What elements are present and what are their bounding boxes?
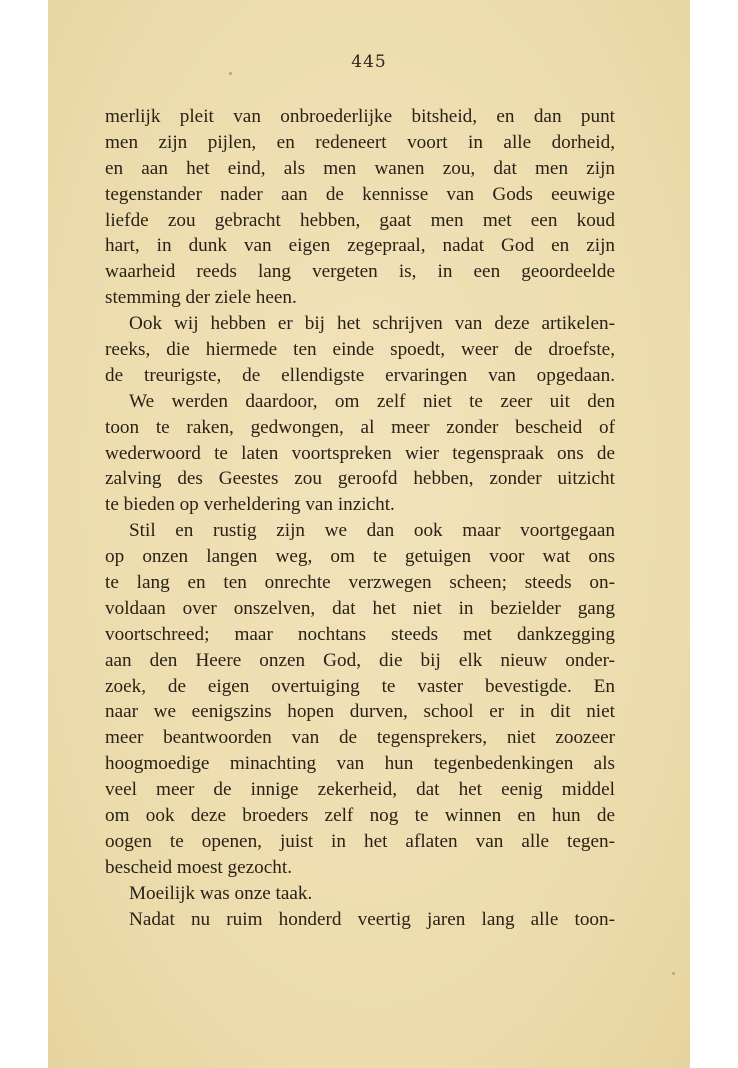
text-line: Moeilijk was onze taak. [129, 882, 313, 904]
text-line: op onzen langen weg, om te getuigen voor wat ons [105, 546, 615, 568]
text-line: hart, in dunk van eigen zegepraal, nadat God en zijn [105, 235, 615, 257]
text-line: wederwoord te laten voortspreken wier tegenspraak ons de [105, 442, 615, 464]
text-line: aan den Heere onzen God, die bij elk nieuw onder- [105, 649, 615, 671]
body-text [105, 104, 615, 933]
text-line: zalving des Geestes zou geroofd hebben, zonder uitzicht [105, 468, 615, 490]
text-line: om ook deze broeders zelf nog te winnen en hun de [105, 805, 615, 827]
text-line: de treurigste, de ellendigste ervaringen van opgedaan. [105, 364, 615, 386]
paper-speck [229, 72, 232, 75]
text-line: voortschreed; maar nochtans steeds met dankzegging [105, 623, 615, 645]
text-line: stemming der ziele heen. [105, 287, 297, 309]
text-line: waarheid reeds lang vergeten is, in een geoordeelde [105, 261, 615, 283]
text-line: Nadat nu ruim honderd veertig jaren lang alle toon- [129, 908, 615, 930]
text-line: liefde zou gebracht hebben, gaat men met een koud [105, 209, 615, 231]
text-line: meer beantwoorden van de tegensprekers, niet zoozeer [105, 727, 615, 749]
text-line: bescheid moest gezocht. [105, 856, 293, 878]
book-page [48, 0, 690, 1068]
text-line: tegenstander nader aan de kennisse van Gods eeuwige [105, 183, 615, 205]
text-line: Stil en rustig zijn we dan ook maar voortgegaan [129, 520, 615, 542]
text-line: te bieden op verheldering van inzicht. [105, 494, 395, 516]
text-line: veel meer de innige zekerheid, dat het eenig middel [105, 779, 615, 801]
text-line: te lang en ten onrechte verzwegen scheen; steeds on- [105, 572, 615, 594]
text-line: naar we eenigszins hopen durven, school er in dit niet [105, 701, 615, 723]
paper-speck [672, 972, 675, 975]
page-number: 445 [351, 52, 387, 72]
text-line: merlijk pleit van onbroederlijke bitsheid, en dan punt [105, 106, 615, 127]
text-line: voldaan over onszelven, dat het niet in bezielder gang [105, 597, 615, 619]
text-line: en aan het eind, als men wanen zou, dat men zijn [105, 157, 615, 179]
text-line: zoek, de eigen overtuiging te vaster bevestigde. En [105, 675, 615, 697]
text-line: Ook wij hebben er bij het schrijven van deze artikelen- [129, 313, 615, 335]
text-line: hoogmoedige minachting van hun tegenbedenkingen als [105, 753, 615, 775]
text-line: We werden daardoor, om zelf niet te zeer uit den [129, 390, 615, 412]
text-line: reeks, die hiermede ten einde spoedt, weer de droefste, [105, 339, 615, 361]
text-line: men zijn pijlen, en redeneert voort in alle dorheid, [105, 131, 615, 153]
text-line: toon te raken, gedwongen, al meer zonder bescheid of [105, 416, 615, 438]
text-line: oogen te openen, juist in het aflaten van alle tegen- [105, 830, 615, 852]
